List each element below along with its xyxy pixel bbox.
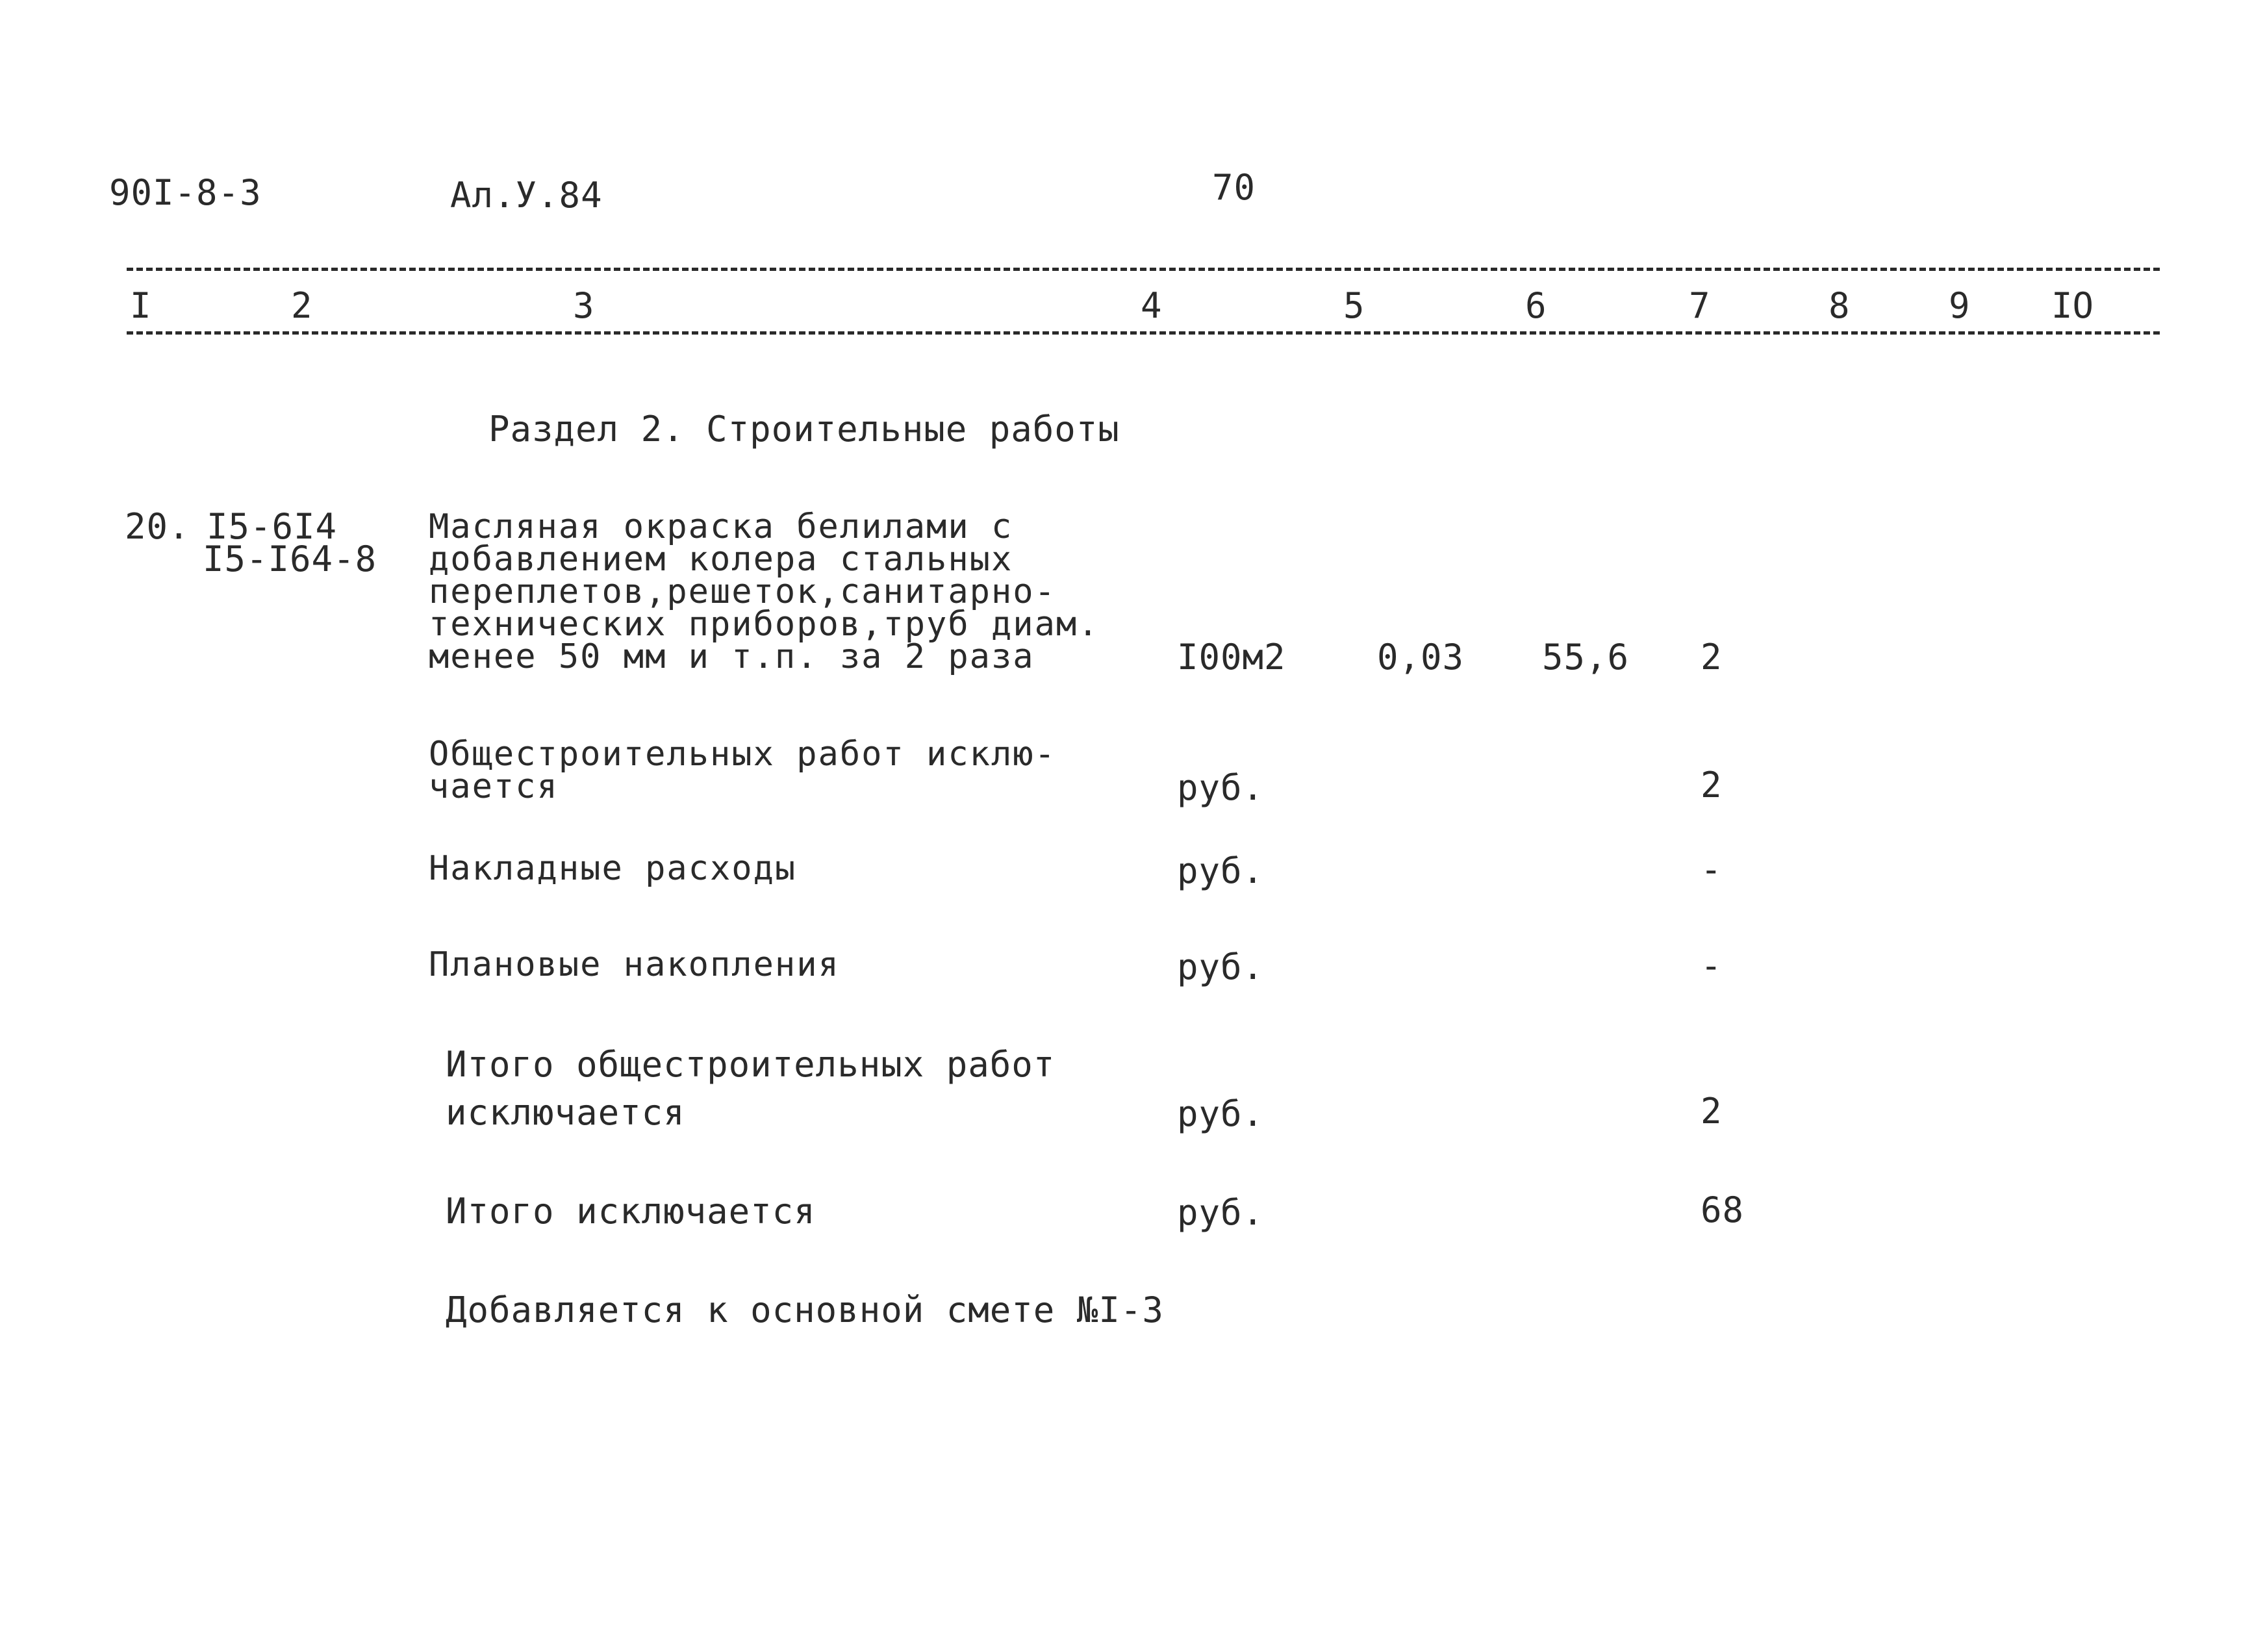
item-quantity: 0,03 [1377, 637, 1465, 678]
column-number-4: 4 [1141, 285, 1162, 326]
row-value: - [1701, 945, 1723, 986]
album-reference: Ал.У.84 [450, 175, 603, 216]
header-rule-bottom [127, 331, 2160, 335]
row-label-line: Накладные расходы [429, 849, 797, 888]
item-description-line: добавлением колера стальных [429, 540, 1013, 579]
row-unit: руб. [1177, 1192, 1265, 1233]
row-label-line: Итого общестроительных работ [446, 1044, 1056, 1085]
row-value: 68 [1701, 1189, 1745, 1230]
column-number-6: 6 [1525, 285, 1547, 326]
column-number-9: 9 [1949, 285, 1970, 326]
column-number-3: 3 [573, 285, 594, 326]
document-code: 90I-8-3 [109, 172, 262, 213]
item-total: 2 [1701, 637, 1723, 678]
row-unit: руб. [1177, 1093, 1265, 1134]
column-number-8: 8 [1828, 285, 1850, 326]
row-value: 2 [1701, 765, 1723, 806]
header-rule-top [127, 268, 2160, 271]
row-value: 2 [1701, 1091, 1723, 1132]
item-description-line: технических приборов,труб диам. [429, 605, 1100, 644]
item-description-line: Масляная окраска белилами с [429, 507, 1013, 546]
item-unit: I00м2 [1177, 637, 1286, 678]
row-label-line: Итого исключается [446, 1191, 816, 1232]
item-description-line: менее 50 мм и т.п. за 2 раза [429, 637, 1035, 676]
item-code: I5-6I4 [207, 506, 338, 547]
item-number: 20. [125, 506, 190, 547]
row-value: - [1701, 849, 1723, 890]
column-number-7: 7 [1689, 285, 1710, 326]
footer-note: Добавляется к основной смете №I-3 [446, 1290, 1164, 1330]
column-number-1: I [130, 285, 151, 326]
row-label-line: Общестроительных работ исклю- [429, 735, 1056, 774]
row-label-line: чается [429, 767, 559, 806]
section-title: Раздел 2. Строительные работы [488, 409, 1120, 450]
row-unit: руб. [1177, 850, 1265, 891]
page-number: 70 [1212, 167, 1256, 208]
row-label-line: исключается [446, 1092, 685, 1133]
item-unit-price: 55,6 [1542, 637, 1630, 678]
column-number-10: IO [2051, 285, 2094, 326]
row-label-line: Плановые накопления [429, 945, 840, 984]
row-unit: руб. [1177, 767, 1265, 808]
column-number-2: 2 [291, 285, 312, 326]
item-description-line: переплетов,решеток,санитарно- [429, 572, 1056, 611]
item-code: I5-I64-8 [203, 539, 377, 579]
column-number-5: 5 [1343, 285, 1365, 326]
row-unit: руб. [1177, 947, 1265, 987]
